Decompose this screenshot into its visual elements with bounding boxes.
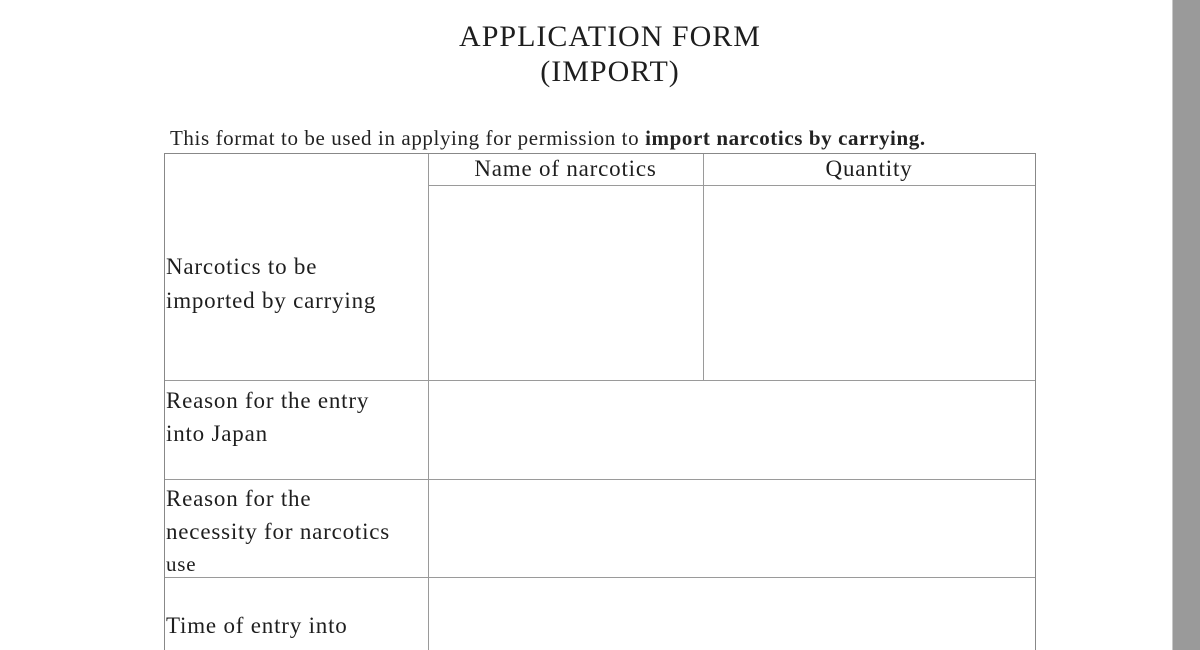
row-label-reason-necessity bbox=[166, 482, 390, 581]
header-name-of-narcotics: Name of narcotics bbox=[474, 156, 657, 181]
time-of-entry-field[interactable] bbox=[429, 578, 1034, 650]
narcotics-name-field[interactable] bbox=[429, 186, 702, 379]
instruction-emphasis: import narcotics by carrying. bbox=[645, 126, 926, 150]
row-label-line: Reason for the entry bbox=[166, 388, 370, 413]
viewer-scrollbar-gutter[interactable] bbox=[1172, 0, 1200, 650]
row-label-reason-entry bbox=[166, 384, 369, 450]
reason-entry-field[interactable] bbox=[429, 381, 1034, 478]
row-label-time-of-entry bbox=[166, 609, 348, 643]
row-label-line: Narcotics to be bbox=[166, 254, 318, 279]
application-table bbox=[164, 153, 1036, 650]
form-title: APPLICATION FORM bbox=[459, 20, 761, 53]
row-label-narcotics bbox=[166, 250, 376, 318]
row-label-line: imported by carrying bbox=[166, 288, 377, 313]
header-quantity: Quantity bbox=[825, 156, 913, 181]
row-label-line: into Japan bbox=[166, 421, 268, 446]
row-label-line: necessity for narcotics bbox=[166, 519, 391, 544]
narcotics-quantity-field[interactable] bbox=[704, 186, 1034, 379]
instruction-text: This format to be used in applying for permission to bbox=[170, 126, 646, 150]
form-instruction bbox=[170, 126, 926, 151]
row-label-line: Time of entry into bbox=[166, 613, 348, 638]
reason-necessity-field[interactable] bbox=[429, 480, 1034, 576]
form-subtitle: (IMPORT) bbox=[540, 55, 680, 88]
row-label-line: Reason for the bbox=[166, 486, 312, 511]
row-label-line: use bbox=[166, 552, 197, 576]
